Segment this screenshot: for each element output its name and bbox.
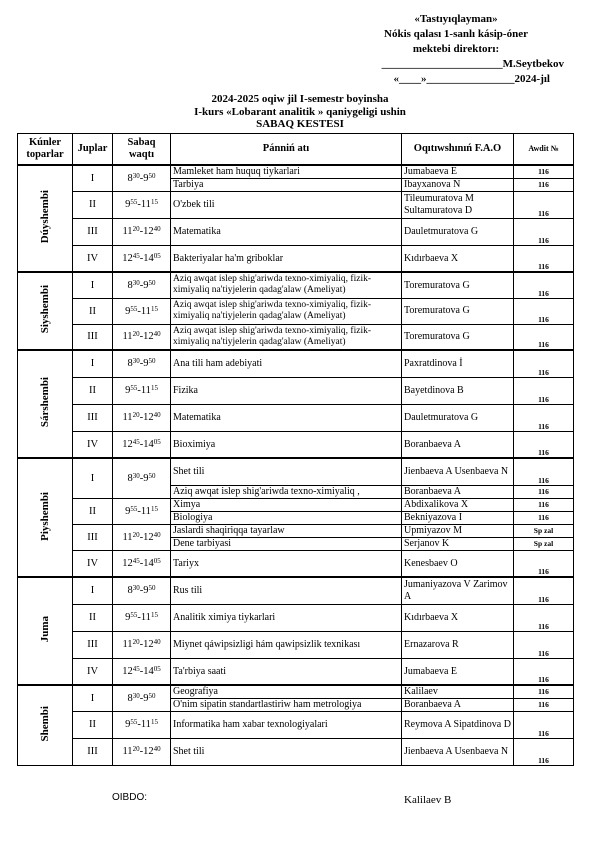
time-dash: - (139, 172, 144, 184)
table-row (18, 577, 574, 604)
subject-name: Aziq awqat islep shig'ariwda texno-ximiyaliq, fizik-ximiyaliq na'tiyjelerin qadag'alaw (Ameliyat) (171, 272, 402, 298)
time-end-minute: 40 (153, 638, 161, 646)
time-dash: - (139, 531, 144, 543)
pair-number: II (73, 604, 113, 631)
time-start-minute: 30 (132, 171, 140, 180)
time-end-minute: 15 (150, 611, 158, 619)
time-end-hour: 9 (143, 692, 149, 704)
room-number: 116 (514, 498, 574, 511)
table-row (18, 431, 574, 458)
pair-number: IV (73, 658, 113, 685)
pair-number: IV (73, 431, 113, 458)
time-end-minute: 05 (153, 437, 161, 446)
teacher-name: Jumabaeva E (402, 658, 514, 685)
subject-name: Rus tili (171, 577, 402, 604)
time-end-hour: 14 (143, 665, 154, 677)
subject-name: Miynet qáwipsizligi hám qawipsizlik texnikası (171, 631, 402, 658)
time-start-minute: 20 (132, 638, 140, 646)
teacher-name: Kıdırbaeva X (402, 245, 514, 272)
pair-number: I (73, 685, 113, 711)
subject-name: Bioximiya (171, 431, 402, 458)
room-number: 116 (514, 711, 574, 738)
pair-number: II (73, 191, 113, 218)
time-start-minute: 45 (132, 251, 140, 260)
lesson-time (113, 245, 171, 272)
page-title: SABAQ KESTESI (256, 118, 344, 130)
time-end-minute: 50 (148, 357, 156, 366)
approval-position: mektebi direktorı: (412, 43, 500, 55)
time-start-minute: 30 (132, 584, 140, 593)
table-row (18, 404, 574, 431)
day-cell (18, 165, 73, 272)
time-dash: - (137, 385, 141, 396)
table-row (18, 458, 574, 485)
subject-name: Dene tarbiyasi (171, 537, 402, 550)
room-number: 116 (514, 431, 574, 458)
subject-name: Ximya (171, 498, 402, 511)
time-start-hour: 8 (127, 585, 133, 597)
room-number: 116 (514, 404, 574, 431)
time-start-minute: 45 (132, 437, 140, 446)
day-cell (18, 685, 73, 765)
time-start-hour: 8 (127, 279, 133, 291)
room-number: 116 (514, 658, 574, 685)
lesson-time (113, 550, 171, 577)
time-start-minute: 20 (132, 745, 140, 753)
schedule-table (17, 133, 574, 766)
table-row (18, 298, 574, 324)
room-number: 116 (514, 604, 574, 631)
table-header-row (18, 134, 574, 166)
time-start-hour: 8 (127, 692, 133, 704)
day-cell (18, 350, 73, 458)
header-day: Kúnler toparlar (18, 134, 73, 166)
table-row (18, 550, 574, 577)
time-end-hour: 12 (143, 412, 154, 423)
lesson-time (113, 524, 171, 550)
time-dash: - (139, 252, 144, 264)
time-end-minute: 15 (150, 198, 158, 206)
room-number: 116 (514, 485, 574, 498)
lesson-time (113, 738, 171, 765)
time-end-hour: 14 (143, 557, 154, 569)
time-end-minute: 05 (153, 556, 161, 565)
lesson-time (113, 218, 171, 245)
pair-number: IV (73, 245, 113, 272)
time-end-minute: 40 (153, 530, 161, 539)
time-end-hour: 11 (140, 385, 151, 396)
time-end-minute: 50 (148, 171, 156, 180)
time-start-minute: 55 (130, 304, 138, 313)
time-dash: - (139, 279, 144, 291)
time-dash: - (139, 438, 144, 450)
time-start-minute: 45 (132, 664, 140, 673)
time-start-minute: 55 (130, 384, 138, 392)
header-teacher: Oqıtıwshınıń F.A.O (402, 134, 514, 166)
day-group (18, 272, 574, 350)
time-start-minute: 45 (132, 556, 140, 565)
time-dash: - (139, 358, 144, 370)
pair-number: III (73, 404, 113, 431)
time-end-minute: 50 (148, 584, 156, 593)
heading-semester: 2024-2025 oqiw jil I-semestr boyinsha (211, 93, 389, 105)
table-row (18, 245, 574, 272)
time-end-minute: 15 (150, 504, 158, 513)
room-number: Sp zal (514, 537, 574, 550)
day-group (18, 458, 574, 577)
room-number: 116 (514, 577, 574, 604)
day-name: Piyshembi (39, 491, 51, 541)
time-end-minute: 50 (148, 278, 156, 287)
subject-name: Shet tili (171, 738, 402, 765)
teacher-name: Reymova A Sipatdinova D (402, 711, 514, 738)
subject-name: Ta'rbiya saati (171, 658, 402, 685)
room-number: 116 (514, 298, 574, 324)
header-time: Sabaq waqtı (113, 134, 171, 166)
room-number: Sp zal (514, 524, 574, 537)
time-dash: - (139, 226, 144, 237)
subject-name: Aziq awqat islep shig'ariwda texno-ximiyaliq, fizik-ximiyaliq na'tiyjelerin qadag'alaw (Ameliyat) (171, 298, 402, 324)
subject-name: O'zbek tili (171, 191, 402, 218)
subject-name: Matematika (171, 218, 402, 245)
subject-name: Informatika ham xabar texnologiyalari (171, 711, 402, 738)
day-cell (18, 458, 73, 577)
pair-number: III (73, 738, 113, 765)
room-number: 116 (514, 350, 574, 377)
time-start-minute: 20 (132, 225, 140, 233)
subject-name: Mamleket ham huquq tiykarlari (171, 165, 402, 178)
teacher-name: Toremuratova G (402, 324, 514, 350)
teacher-name: Ibayxanova N (402, 178, 514, 191)
pair-number: I (73, 165, 113, 191)
table-row (18, 711, 574, 738)
time-start-minute: 20 (132, 530, 140, 539)
room-number: 116 (514, 218, 574, 245)
teacher-name: Jienbaeva A Usenbaeva N (402, 738, 514, 765)
pair-number: II (73, 298, 113, 324)
table-row (18, 218, 574, 245)
room-number: 116 (514, 698, 574, 711)
time-end-minute: 40 (153, 411, 161, 419)
lesson-time (113, 685, 171, 711)
time-start-minute: 55 (130, 718, 138, 726)
time-start-hour: 9 (125, 612, 131, 623)
time-start-hour: 9 (125, 305, 131, 317)
teacher-name: Serjanov K (402, 537, 514, 550)
lesson-time (113, 431, 171, 458)
time-end-hour: 12 (143, 226, 154, 237)
subject-name: Aziq awqat islep shig'ariwda texno-ximiyaliq, fizik-ximiyaliq na'tiyjelerin qadag'alaw (Ameliyat) (171, 324, 402, 350)
day-name: Shembi (39, 706, 51, 742)
room-number: 116 (514, 458, 574, 485)
approval-school: Nókis qalası 1-sanlı kásip-óner (384, 28, 528, 40)
header-subject: Pánniń atı (171, 134, 402, 166)
time-start-minute: 55 (130, 198, 138, 206)
pair-number: III (73, 524, 113, 550)
lesson-time (113, 604, 171, 631)
subject-name: Aziq awqat islep shig'ariwda texno-ximiyaliq , (171, 485, 402, 498)
time-start-hour: 12 (122, 438, 133, 450)
time-start-hour: 12 (122, 252, 133, 264)
lesson-time (113, 377, 171, 404)
teacher-name: Dauletmuratova G (402, 404, 514, 431)
teacher-name: Paxratdinova İ (402, 350, 514, 377)
teacher-name: Boranbaeva A (402, 698, 514, 711)
subject-name: Tariyx (171, 550, 402, 577)
room-number: 116 (514, 165, 574, 178)
time-start-hour: 9 (125, 385, 131, 396)
room-number: 116 (514, 178, 574, 191)
time-end-hour: 9 (143, 472, 149, 484)
table-row (18, 165, 574, 178)
time-start-minute: 20 (132, 411, 140, 419)
time-start-minute: 30 (132, 357, 140, 366)
time-end-minute: 50 (148, 691, 156, 700)
time-end-minute: 40 (153, 225, 161, 233)
subject-name: Shet tili (171, 458, 402, 485)
lesson-time (113, 272, 171, 298)
teacher-name: Toremuratova G (402, 272, 514, 298)
lesson-time (113, 711, 171, 738)
day-name: Siyshembi (39, 285, 51, 334)
lesson-time (113, 324, 171, 350)
lesson-time (113, 350, 171, 377)
time-dash: - (139, 692, 144, 704)
time-start-hour: 11 (122, 531, 133, 543)
room-number: 116 (514, 550, 574, 577)
teacher-name: Bayetdinova B (402, 377, 514, 404)
lesson-time (113, 298, 171, 324)
room-number: 116 (514, 511, 574, 524)
time-end-hour: 14 (143, 252, 154, 264)
subject-name: Analitik ximiya tiykarlari (171, 604, 402, 631)
time-start-minute: 20 (132, 330, 140, 339)
time-end-hour: 11 (140, 199, 151, 210)
table-row (18, 631, 574, 658)
time-end-hour: 12 (143, 639, 154, 650)
table-row (18, 685, 574, 698)
subject-name: Biologiya (171, 511, 402, 524)
time-dash: - (137, 719, 141, 730)
time-end-hour: 9 (143, 585, 149, 597)
subject-name: Matematika (171, 404, 402, 431)
time-dash: - (137, 305, 141, 317)
time-start-hour: 8 (127, 472, 133, 484)
teacher-name: Kıdırbaeva X (402, 604, 514, 631)
day-cell (18, 272, 73, 350)
time-end-hour: 12 (143, 746, 154, 757)
teacher-name: Bekniyazova I (402, 511, 514, 524)
day-name: Juma (39, 616, 51, 643)
time-start-hour: 11 (122, 331, 133, 343)
day-group (18, 577, 574, 685)
room-number: 116 (514, 377, 574, 404)
time-end-hour: 9 (143, 279, 149, 291)
subject-name: Ana tili ham adebiyati (171, 350, 402, 377)
time-start-hour: 8 (127, 358, 133, 370)
pair-number: I (73, 577, 113, 604)
document-heading (150, 93, 450, 131)
time-start-hour: 9 (125, 199, 131, 210)
pair-number: I (73, 458, 113, 498)
table-row (18, 272, 574, 298)
subject-name: Tarbiya (171, 178, 402, 191)
time-start-hour: 11 (122, 412, 133, 423)
time-start-hour: 12 (122, 665, 133, 677)
lesson-time (113, 191, 171, 218)
teacher-name: Jumabaeva E (402, 165, 514, 178)
time-dash: - (137, 199, 141, 210)
time-end-hour: 9 (143, 172, 149, 184)
day-name: Sárshembi (39, 377, 51, 428)
time-end-hour: 11 (140, 305, 151, 317)
time-start-hour: 11 (122, 226, 133, 237)
lesson-time (113, 165, 171, 191)
pair-number: II (73, 498, 113, 524)
day-name: Dúyshembi (39, 190, 51, 244)
teacher-name: Ernazarova R (402, 631, 514, 658)
time-end-hour: 11 (140, 719, 151, 730)
time-dash: - (139, 585, 144, 597)
lesson-time (113, 498, 171, 524)
time-end-minute: 15 (150, 304, 158, 313)
table-row (18, 604, 574, 631)
approval-signature-line: ______________________M.Seytbekov (381, 58, 564, 70)
lesson-time (113, 631, 171, 658)
day-group (18, 350, 574, 458)
room-number: 116 (514, 245, 574, 272)
table-row (18, 377, 574, 404)
room-number: 116 (514, 272, 574, 298)
teacher-name: Boranbaeva A (402, 431, 514, 458)
time-end-hour: 14 (143, 438, 154, 450)
teacher-name: Toremuratova G (402, 298, 514, 324)
time-start-hour: 11 (122, 639, 133, 650)
time-start-minute: 30 (132, 471, 140, 480)
teacher-name: Jumaniyazova V Zarimov A (402, 577, 514, 604)
pair-number: II (73, 711, 113, 738)
teacher-name: Tileumuratova M Sultamuratova D (402, 191, 514, 218)
subject-name: O'nim sipatin standartlastiriw ham metrologiya (171, 698, 402, 711)
table-row (18, 658, 574, 685)
lesson-time (113, 577, 171, 604)
table-row (18, 738, 574, 765)
approval-date-line: «____»________________2024-jıl (393, 73, 550, 85)
time-dash: - (139, 472, 144, 484)
room-number: 116 (514, 191, 574, 218)
time-end-hour: 12 (143, 531, 154, 543)
teacher-name: Jienbaeva A Usenbaeva N (402, 458, 514, 485)
approval-block (340, 12, 572, 87)
time-start-hour: 9 (125, 505, 131, 517)
lesson-time (113, 658, 171, 685)
subject-name: Fizika (171, 377, 402, 404)
lesson-time (113, 458, 171, 498)
time-dash: - (139, 557, 144, 569)
time-end-minute: 05 (153, 664, 161, 673)
pair-number: II (73, 377, 113, 404)
time-end-minute: 05 (153, 251, 161, 260)
time-end-hour: 11 (140, 505, 151, 517)
time-start-minute: 30 (132, 278, 140, 287)
footer-signatory: Kalilaev B (404, 794, 452, 806)
footer-department-label: OIBDO: (112, 792, 148, 803)
teacher-name: Upmiyazov M (402, 524, 514, 537)
time-start-minute: 30 (132, 691, 140, 700)
time-end-minute: 50 (148, 471, 156, 480)
time-dash: - (139, 331, 144, 343)
day-group (18, 685, 574, 765)
time-start-hour: 9 (125, 719, 131, 730)
time-end-hour: 12 (143, 331, 154, 343)
time-dash: - (139, 665, 144, 677)
day-group (18, 165, 574, 272)
teacher-name: Abdixalikova X (402, 498, 514, 511)
lesson-time (113, 404, 171, 431)
table-row (18, 350, 574, 377)
pair-number: III (73, 218, 113, 245)
pair-number: I (73, 272, 113, 298)
time-dash: - (137, 612, 141, 623)
table-row (18, 524, 574, 537)
teacher-name: Dauletmuratova G (402, 218, 514, 245)
time-start-hour: 8 (127, 172, 133, 184)
time-start-minute: 55 (130, 611, 138, 619)
time-end-minute: 40 (153, 330, 161, 339)
teacher-name: Kenesbaev O (402, 550, 514, 577)
room-number: 116 (514, 738, 574, 765)
time-end-minute: 40 (153, 745, 161, 753)
pair-number: III (73, 324, 113, 350)
heading-group: I-kurs «Lobarant analitik » qaniygeligi ushin (194, 105, 406, 118)
time-start-hour: 12 (122, 557, 133, 569)
day-cell (18, 577, 73, 685)
room-number: 116 (514, 324, 574, 350)
pair-number: IV (73, 550, 113, 577)
subject-name: Geografiya (171, 685, 402, 698)
table-row (18, 498, 574, 511)
room-number: 116 (514, 685, 574, 698)
header-pair: Juplar (73, 134, 113, 166)
time-end-hour: 9 (143, 358, 149, 370)
pair-number: I (73, 350, 113, 377)
time-dash: - (139, 639, 144, 650)
header-room: Awdit № (514, 134, 574, 166)
time-start-hour: 11 (122, 746, 133, 757)
subject-name: Bakteriyalar ha'm griboklar (171, 245, 402, 272)
time-end-hour: 11 (140, 612, 151, 623)
teacher-name: Kalilaev (402, 685, 514, 698)
time-dash: - (137, 505, 141, 517)
table-row (18, 324, 574, 350)
time-end-minute: 15 (150, 718, 158, 726)
teacher-name: Boranbaeva A (402, 485, 514, 498)
room-number: 116 (514, 631, 574, 658)
pair-number: III (73, 631, 113, 658)
table-row (18, 191, 574, 218)
time-start-minute: 55 (130, 504, 138, 513)
time-dash: - (139, 746, 144, 757)
subject-name: Jaslardi shaqiriqqa tayarlaw (171, 524, 402, 537)
time-dash: - (139, 412, 144, 423)
time-end-minute: 15 (150, 384, 158, 392)
approval-title: «Tastıyıqlayman» (414, 13, 498, 25)
